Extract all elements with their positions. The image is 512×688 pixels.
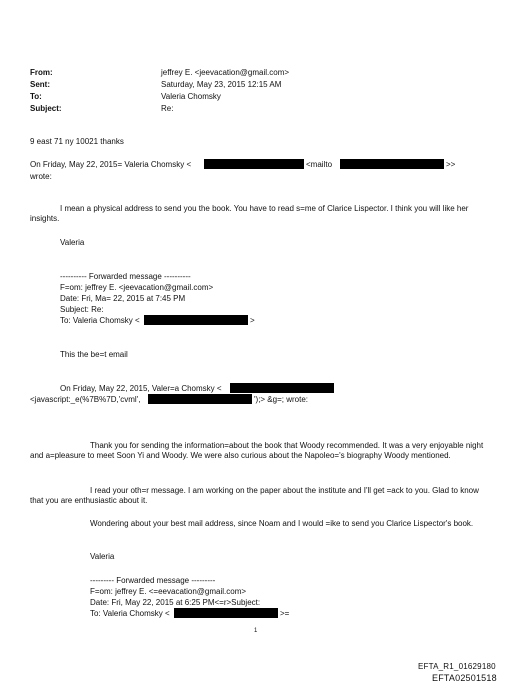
quote2-intro: On Friday, May 22, 2015, Valer=a Chomsky <	[60, 384, 222, 393]
paragraph: I mean a physical address to send you the book. You have to read s=me of Clarice Lispector. I think you will like her insights.	[30, 204, 469, 223]
sent-label: Sent:	[30, 80, 50, 89]
forwarded-to: To: Valeria Chomsky <	[90, 609, 170, 618]
paragraph: Thank you for sending the information=about the book that Woody recommended. It was a very enjoyable night and a=pleasure to meet Soon Yi and Woody. We were also curious about the Napoleo='s biography Woody mentioned.	[30, 441, 484, 460]
page-number: 1	[254, 628, 258, 634]
quote1-end: >>	[446, 160, 456, 169]
bates-number: EFTA02501518	[432, 673, 497, 683]
forwarded-date: Date: Fri, Ma= 22, 2015 at 7:45 PM	[60, 294, 186, 303]
quote1-wrote: wrote:	[30, 172, 52, 181]
quote2-end: ');> &g=; wrote:	[254, 395, 308, 404]
forwarded-from: F=om: jeffrey E. <jeevacation@gmail.com>	[60, 283, 214, 292]
redaction-block	[148, 394, 252, 404]
redaction-block	[340, 159, 444, 169]
forwarded-from: F=om: jeffrey E. <=eevacation@gmail.com>	[90, 587, 247, 596]
subject-label: Subject:	[30, 104, 62, 113]
signature: Valeria	[90, 552, 115, 561]
sent-value: Saturday, May 23, 2015 12:15 AM	[161, 80, 282, 89]
forwarded-to-end: >	[250, 316, 255, 325]
quote2-js: <javascript:_e(%7B%7D,'cvml',	[30, 395, 141, 404]
forwarded-subject: Subject: Re:	[60, 305, 104, 314]
reply-text: 9 east 71 ny 10021 thanks	[30, 137, 124, 146]
redaction-block	[144, 315, 248, 325]
quote1-mailto: <mailto	[306, 160, 333, 169]
forwarded-header: --------- Forwarded message ---------	[90, 576, 216, 585]
redaction-block	[174, 608, 278, 618]
paragraph: Wondering about your best mail address, since Noam and I would =ike to send you Clarice Lispector's book.	[90, 519, 474, 528]
redaction-block	[204, 159, 304, 169]
body-text: This the be=t email	[60, 350, 128, 359]
forwarded-date: Date: Fri, May 22, 2015 at 6:25 PM<=r>Subject:	[90, 598, 261, 607]
from-value: jeffrey E. <jeevacation@gmail.com>	[161, 68, 290, 77]
forwarded-header: ---------- Forwarded message ----------	[60, 272, 191, 281]
paragraph: I read your oth=r message. I am working on the paper about the institute and I'll get =ack to you. Glad to know that you are enthusiastic about it.	[30, 486, 479, 505]
document-id: EFTA_R1_01629180	[418, 662, 496, 671]
subject-value: Re:	[161, 104, 174, 113]
forwarded-to: To: Valeria Chomsky <	[60, 316, 140, 325]
from-label: From:	[30, 68, 53, 77]
redaction-block	[230, 383, 334, 393]
forwarded-to-end: >=	[280, 609, 290, 618]
to-label: To:	[30, 92, 42, 101]
signature: Valeria	[60, 238, 85, 247]
quote1-intro: On Friday, May 22, 2015= Valeria Chomsky <	[30, 160, 192, 169]
to-value: Valeria Chomsky	[161, 92, 221, 101]
